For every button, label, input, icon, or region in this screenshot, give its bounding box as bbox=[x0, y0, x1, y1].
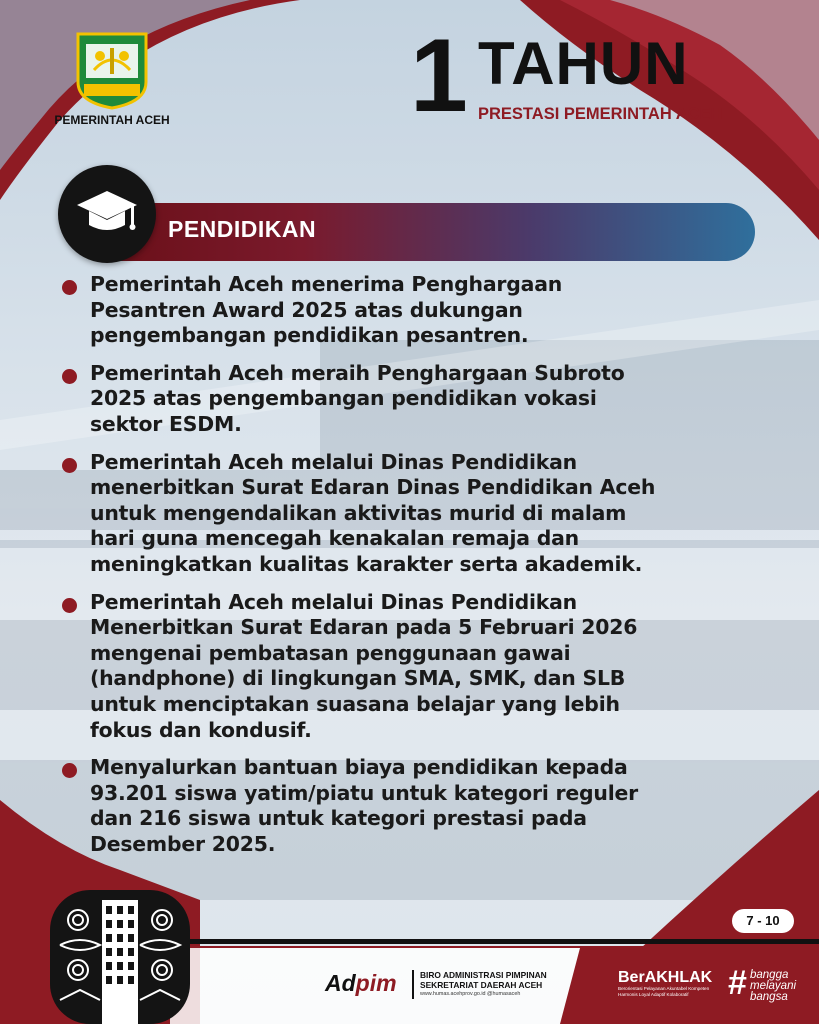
list-item: Pemerintah Aceh meraih Penghargaan Subroto 2025 atas pengembangan pendidikan vokasi sektor ESDM. bbox=[60, 361, 760, 438]
title-block bbox=[400, 18, 770, 134]
hashtag-icon: # bbox=[728, 964, 747, 1002]
bullet-icon bbox=[62, 598, 77, 613]
title-subtitle: PRESTASI PEMERINTAH ACEH bbox=[478, 105, 723, 123]
biro-info: BIRO ADMINISTRASI PIMPINAN SEKRETARIAT DAERAH ACEH www.humas.acehprov.go.id @humasaceh bbox=[412, 970, 547, 999]
graduation-cap-icon bbox=[75, 187, 139, 241]
bullet-icon bbox=[62, 369, 77, 384]
list-item: Menyalurkan bantuan biaya pendidikan kepada 93.201 siswa yatim/piatu untuk kategori reguler dan 216 siswa untuk kategori prestasi pada Desember 2025. bbox=[60, 755, 760, 857]
organization-name: PEMERINTAH ACEH bbox=[54, 113, 170, 127]
footer-divider bbox=[170, 939, 819, 944]
category-icon-circle bbox=[58, 165, 156, 263]
page-indicator: 7 - 10 bbox=[732, 909, 794, 933]
title-word: TAHUN bbox=[478, 30, 689, 97]
bullet-icon bbox=[62, 763, 77, 778]
pemerintah-aceh-logo bbox=[52, 30, 172, 127]
berakhlak-logo: BerAKHLAK Berorientasi Pelayanan Akuntabel Kompeten Harmonis Loyal Adaptif Kolaboratif bbox=[618, 969, 713, 997]
list-item: Pemerintah Aceh melalui Dinas Pendidikan Menerbitkan Surat Edaran pada 5 Februari 2026 mengenai pembatasan penggunaan gawai (handphone) di lingkungan SMA, SMK, dan SLB untuk menciptakan suasana belajar yang lebih fokus dan kondusif. bbox=[60, 590, 760, 744]
adpim-logo: Adpim bbox=[325, 970, 397, 996]
list-item: Pemerintah Aceh melalui Dinas Pendidikan menerbitkan Surat Edaran Dinas Pendidikan Aceh untuk mengendalikan aktivitas murid di malam hari guna mencegah kenakalan remaja dan meningkatkan kualitas karakter serta akademik. bbox=[60, 450, 760, 578]
aceh-ornament-icon bbox=[40, 880, 200, 1024]
category-label: PENDIDIKAN bbox=[168, 216, 317, 242]
achievement-list bbox=[60, 272, 760, 869]
list-item: Pemerintah Aceh menerima Penghargaan Pesantren Award 2025 atas dukungan pengembangan pendidikan pesantren. bbox=[60, 272, 760, 349]
bullet-icon bbox=[62, 458, 77, 473]
title-number: 1 bbox=[410, 18, 468, 134]
bullet-icon bbox=[62, 280, 77, 295]
pancacita-shield-icon bbox=[72, 30, 152, 110]
footer-divider-accent bbox=[170, 946, 819, 948]
